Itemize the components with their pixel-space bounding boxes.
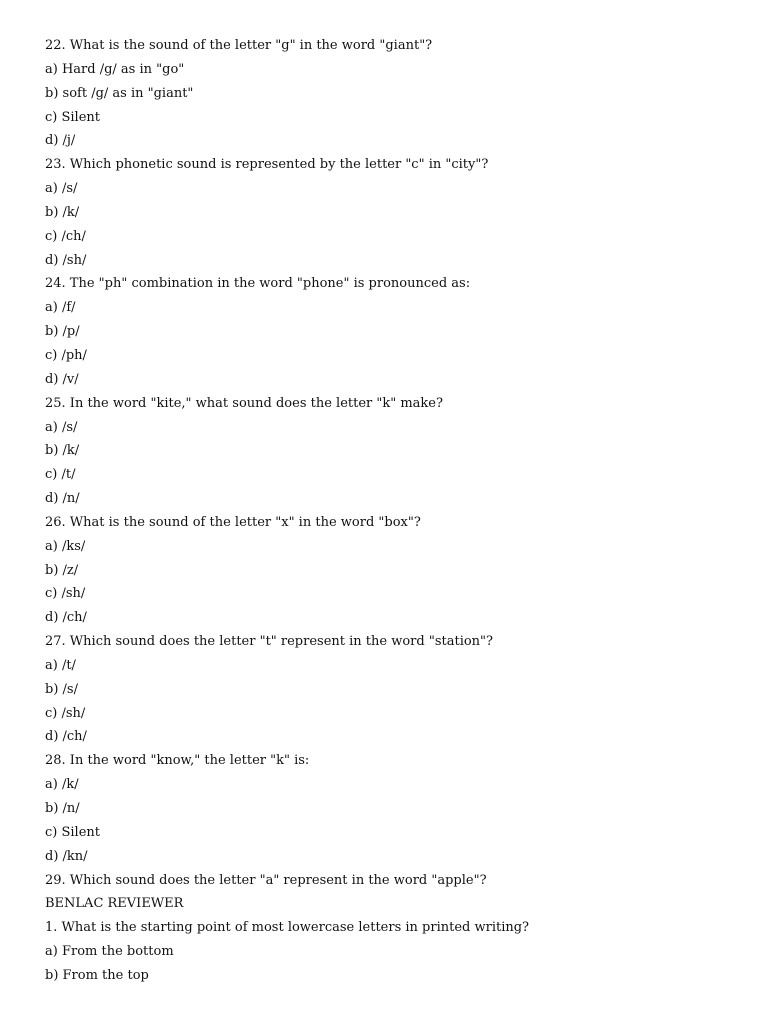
option-28-a: a) /k/ (45, 777, 79, 793)
option-23-a: a) /s/ (45, 181, 78, 197)
option-24-d: d) /v/ (45, 371, 79, 387)
option-26-b: b) /z/ (45, 562, 79, 578)
question-25: 25. In the word "kite," what sound does the letter "k" make? (45, 395, 443, 411)
option-22-c: c) Silent (45, 109, 100, 125)
question-29: 29. Which sound does the letter "a" represent in the word "apple"? (45, 872, 487, 888)
option-27-b: b) /s/ (45, 681, 78, 697)
question-22: 22. What is the sound of the letter "g" in the word "giant"? (45, 38, 433, 53)
question-23: 23. Which phonetic sound is represented by the letter "c" in "city"? (45, 157, 489, 173)
option-1-b: b) From the top (45, 967, 149, 983)
question-28: 28. In the word "know," the letter "k" is: (45, 753, 310, 769)
question-26: 26. What is the sound of the letter "x" in the word "box"? (45, 514, 421, 530)
question-27: 27. Which sound does the letter "t" represent in the word "station"? (45, 634, 493, 650)
option-25-a: a) /s/ (45, 419, 78, 435)
option-24-b: b) /p/ (45, 324, 80, 340)
document-page (45, 34, 745, 988)
option-28-d: d) /kn/ (45, 848, 88, 864)
option-24-c: c) /ph/ (45, 347, 87, 363)
option-25-c: c) /t/ (45, 467, 76, 483)
section-heading: BENLAC REVIEWER (45, 896, 184, 912)
option-22-d: d) /j/ (45, 133, 76, 149)
option-24-a: a) /f/ (45, 300, 76, 316)
option-22-a: a) Hard /g/ as in "go" (45, 61, 185, 77)
option-25-d: d) /n/ (45, 491, 80, 507)
option-28-c: c) Silent (45, 824, 100, 840)
option-27-d: d) /ch/ (45, 729, 87, 745)
option-27-a: a) /t/ (45, 657, 76, 673)
question-24: 24. The "ph" combination in the word "phone" is pronounced as: (45, 276, 471, 292)
option-26-d: d) /ch/ (45, 610, 87, 626)
option-27-c: c) /sh/ (45, 705, 86, 721)
option-25-b: b) /k/ (45, 443, 80, 459)
option-23-b: b) /k/ (45, 204, 80, 220)
option-23-d: d) /sh/ (45, 252, 87, 268)
option-22-b: b) soft /g/ as in "giant" (45, 85, 194, 101)
option-26-a: a) /ks/ (45, 538, 86, 554)
question-1: 1. What is the starting point of most lowercase letters in printed writing? (45, 920, 530, 936)
option-28-b: b) /n/ (45, 801, 80, 816)
option-1-a: a) From the bottom (45, 944, 174, 960)
option-26-c: c) /sh/ (45, 586, 86, 602)
option-23-c: c) /ch/ (45, 228, 86, 244)
